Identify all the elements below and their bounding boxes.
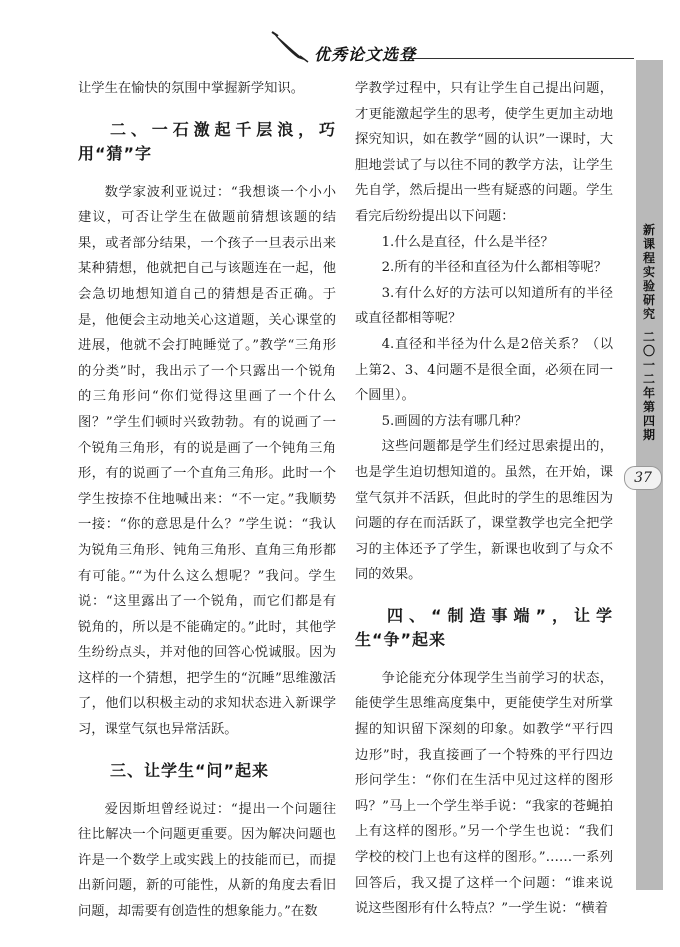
- question-item: 1.什么是直径，什么是半径？: [381, 234, 554, 250]
- page-number: 37: [624, 466, 662, 490]
- paragraph: 学教学过程中，只有让学生自己提出问题，才更能激起学生的思考，使学生更加主动地探究知识，如在教学“圆的认识”一课时，大胆地尝试了与以往不同的教学方法，让学生先自学，然后提出一些有疑惑的问题。学生看完后纷纷提出以下问题：: [355, 81, 613, 224]
- section-heading: 四、“制造事端”，让学生“争”起来: [355, 605, 613, 649]
- section-heading: 三、让学生“问”起来: [110, 760, 270, 780]
- section-heading: 二、一石激起千层浪，巧用“猜”字: [78, 119, 336, 163]
- journal-title: 新课程实验研究: [642, 223, 655, 321]
- question-item: 2.所有的半径和直径为什么都相等呢？: [381, 260, 608, 276]
- pen-icon: [270, 30, 312, 64]
- paragraph: 爱因斯坦曾经说过：“提出一个问题往往比解决一个问题更重要。因为解决问题也许是一个数学上或实践上的技能而已，而提出新问题，新的可能性，从新的角度去看旧问题，却需要有创造性的想象能力。”在数: [78, 801, 336, 920]
- paragraph: 数学家波利亚说过：“我想谈一个小小建议，可否让学生在做题前猜想该题的结果，或者部分结果，一个孩子一旦表示出来某种猜想，他就把自己与该题连在一起，他会急切地想知道自己的猜想是否正确。于是，他便会主动地关心这道题，关心课堂的进展，他就不会打盹睡觉了。”教学“三角形的分类”时，我出示了一个只露出一个锐角的三角形问“你们觉得这里画了一个什么图？”学生们顿时兴致勃勃。有的说画了一个锐角三角形，有的说是画了一个钝角三角形，有的说画了一个直角三角形。此时一个学生按捺不住地喊出来：“不一定。”我顺势一接：“你的意思是什么？”学生说：“我认为锐角三角形、钝角三角形、直角三角形都有可能。”“为什么这么想呢？”我问。学生说：“这里露出了一个锐角，而它们都是有锐角的，所以是不能确定的。”此时，其他学生纷纷点头，并对他的回答心悦诚服。因为这样的一个猜想，把学生的“沉睡”思维激活了，他们以积极主动的求知状态进入新课学习，课堂气氛也异常活跃。: [78, 184, 336, 738]
- page-header: [0, 0, 680, 72]
- question-item: 3.有什么好的方法可以知道所有的半径或直径都相等呢？: [355, 285, 613, 327]
- left-column: [78, 76, 336, 925]
- paragraph: 让学生在愉快的氛围中掌握新学知识。: [78, 81, 305, 96]
- issue-label: 二〇一二年第四期: [642, 330, 655, 442]
- right-column: [355, 76, 613, 922]
- header-rule: [410, 58, 634, 59]
- question-item: 4.直径和半径为什么是2倍关系？（以上第2、3、4问题不是很全面，必须在同一个圆里）。: [355, 336, 613, 404]
- paragraph: 这些问题都是学生们经过思索提出的，也是学生迫切想知道的。虽然，在开始，课堂气氛并不活跃，但此时的学生的思维因为问题的存在而活跃了，课堂教学也完全把学习的主体还予了学生，新课也收到了与众不同的效果。: [355, 439, 613, 583]
- question-item: 5.画圆的方法有哪几种？: [381, 413, 528, 429]
- header-title: 优秀论文选登: [314, 45, 417, 64]
- paragraph: 争论能充分体现学生当前学习的状态，能使学生思维高度集中，更能使学生对所掌握的知识留下深刻的印象。如教学“平行四边形”时，我直接画了一个特殊的平行四边形问学生：“你们在生活中见过这样的图形吗？”马上一个学生举手说：“我家的苍蝇拍上有这样的图形。”另一个学生也说：“我们学校的校门上也有这样的图形。”……一系列回答后，我又提了这样一个问题：“谁来说说这些图形有什么特点？”一学生说：“横着: [355, 670, 613, 917]
